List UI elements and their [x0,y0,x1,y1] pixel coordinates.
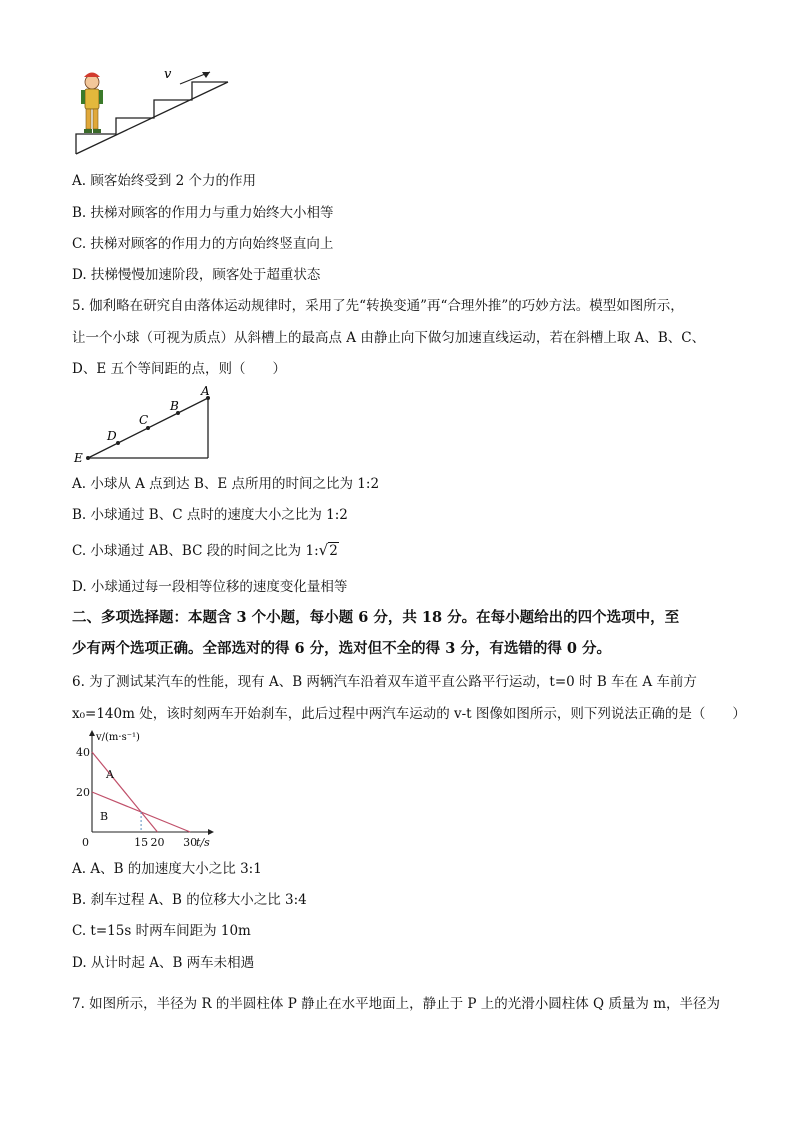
x-axis-label: t/s [196,836,210,849]
x-tick-label: 0 [82,836,89,849]
q6-option-b: B. 刹车过程 A、B 的位移大小之比 3:4 [72,892,307,908]
person-icon [81,73,103,134]
q5-option-b: B. 小球通过 B、C 点时的速度大小之比为 1:2 [72,507,348,523]
point-c-label: C [139,413,149,427]
section2-heading-line-2: 少有两个选项正确。全部选对的得 6 分，选对但不全的得 3 分，有选错的得 0 分。 [72,640,612,657]
q5-option-a: A. 小球从 A 点到达 B、E 点所用的时间之比为 1:2 [72,476,380,492]
q5-option-c-text: C. 小球通过 AB、BC 段的时间之比为 1: [72,543,319,559]
point-a-label: A [201,384,210,398]
y-tick-label: 20 [76,786,90,799]
q5-stem-line-1: 5. 伽利略在研究自由落体运动规律时，采用了先“转换变通”再“合理外推”的巧妙方法。模型如图所示， [72,298,684,314]
incline-figure [70,384,220,466]
q5-stem-line-2: 让一个小球（可视为质点）从斜槽上的最高点 A 由静止向下做匀加速直线运动，若在斜槽上取 A、B、C、 [72,330,706,346]
x-axis-arrow [208,829,214,835]
q7-stem-line: 7. 如图所示，半径为 R 的半圆柱体 P 静止在水平地面上，静止于 P 上的光滑小圆柱体 Q 质量为 m，半径为 [72,996,720,1012]
sqrt-radicand: 2 [329,543,338,559]
sqrt-sign: √ [318,541,329,559]
y-tick-label: 40 [76,746,90,759]
q5-stem-line-3: D、E 五个等间距的点，则（ ） [72,361,286,377]
q6-stem-line-2: x₀=140m 处，该时刻两车开始刹车，此后过程中两汽车运动的 v-t 图像如图所示，则下列说法正确的是（ ） [72,706,746,722]
q6-option-c: C. t=15s 时两车间距为 10m [72,923,251,939]
series-label-b: B [100,810,109,823]
y-axis-arrow [89,730,95,736]
q4-option-a: A. 顾客始终受到 2 个力的作用 [72,173,257,189]
q6-option-a: A. A、B 的加速度大小之比 3:1 [72,861,262,877]
point-b-label: B [170,399,179,413]
q4-option-c: C. 扶梯对顾客的作用力的方向始终竖直向上 [72,236,334,252]
escalator-figure [70,62,240,160]
series-label-a: A [106,768,114,781]
q5-option-c [72,541,339,560]
y-axis-label: v/(m·s⁻¹) [96,732,140,743]
q6-stem-line-1: 6. 为了测试某汽车的性能，现有 A、B 两辆汽车沿着双车道平直公路平行运动，t=0 时 B 车在 A 车前方 [72,674,697,690]
vt-chart [70,728,220,850]
q5-option-d: D. 小球通过每一段相等位移的速度变化量相等 [72,579,348,595]
x-tick-label: 20 [150,836,165,849]
q4-option-b: B. 扶梯对顾客的作用力与重力始终大小相等 [72,205,334,221]
x-tick-label: 30 [183,836,198,849]
q4-option-d: D. 扶梯慢慢加速阶段，顾客处于超重状态 [72,267,321,283]
q6-option-d: D. 从计时起 A、B 两车未相遇 [72,955,255,971]
point-d-label: D [107,429,117,443]
point-e-label: E [74,451,83,465]
section2-heading-line-1: 二、多项选择题：本题含 3 个小题，每小题 6 分，共 18 分。在每小题给出的四个选项中，至 [72,609,680,626]
velocity-label: v [164,67,172,82]
x-tick-label: 15 [134,836,149,849]
